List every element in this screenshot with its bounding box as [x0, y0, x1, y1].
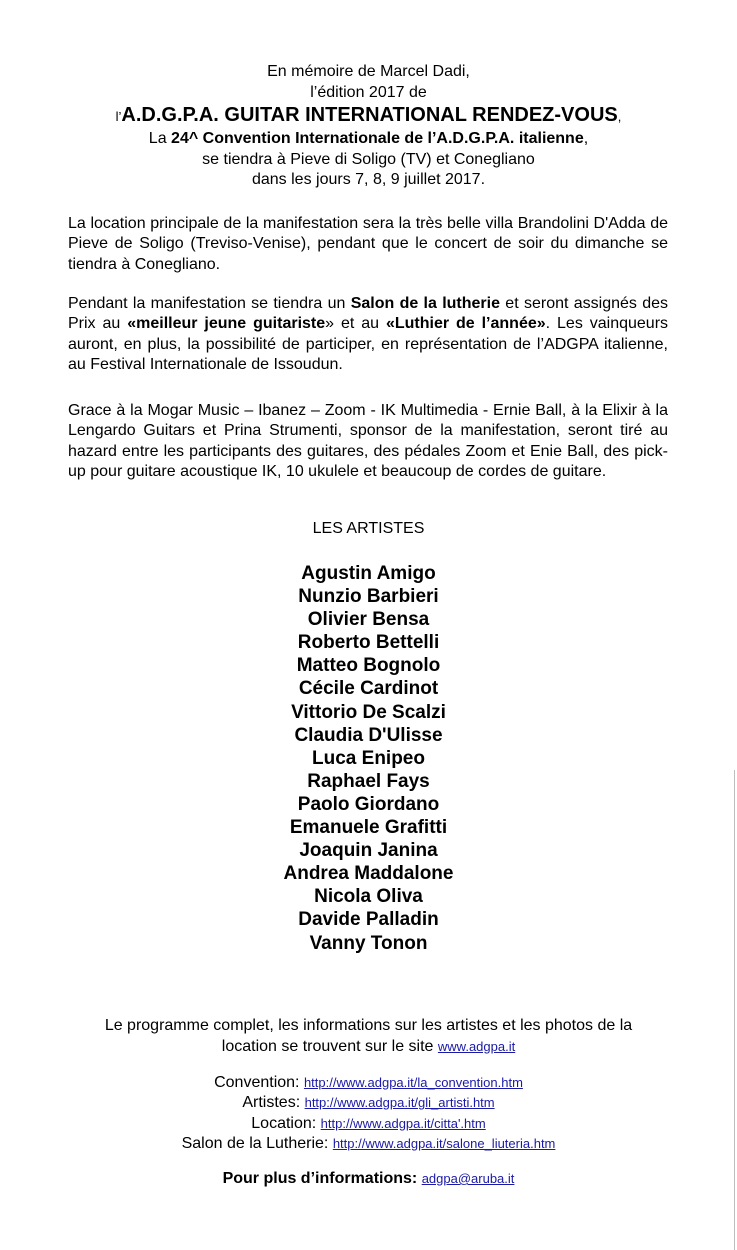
artist-name: Vittorio De Scalzi	[291, 701, 446, 723]
dates-line: dans les jours 7, 8, 9 juillet 2017.	[251, 171, 486, 188]
artists-heading: LES ARTISTES	[312, 520, 425, 537]
page-edge-divider	[734, 770, 735, 1250]
artist-name: Matteo Bognolo	[296, 655, 441, 677]
sponsors-paragraph: Grace à la Mogar Music – Ibanez – Zoom - IK Multimedia - Ernie Ball, à la Elixir à la Lengardo Guitars et Prina Strumenti, sponsor de la manifestation, seront tiré au hazard entre les participants des guitares, des pédales Zoom et Enie Ball, des pick-up pour guitare acoustique IK, 10 ukulele et beaucoup de cordes de guitare.	[68, 402, 668, 480]
artist-name: Roberto Bettelli	[297, 632, 440, 654]
artist-name: Raphael Fays	[307, 770, 430, 792]
artist-name: Andrea Maddalone	[283, 863, 454, 885]
link-row-artistes: Artistes: http://www.adgpa.it/gli_artisti.htm	[242, 1094, 495, 1112]
site-link[interactable]: www.adgpa.it	[437, 1038, 516, 1054]
artists-list	[0, 562, 737, 955]
artist-name: Davide Palladin	[298, 909, 439, 931]
location-link[interactable]: http://www.adgpa.it/citta'.htm	[320, 1115, 486, 1131]
convention-line: La 24^ Convention Internationale de l’A.D.G.P.A. italienne,	[148, 130, 589, 147]
link-row-convention: Convention: http://www.adgpa.it/la_convention.htm	[214, 1074, 523, 1091]
venue-line: se tiendra à Pieve di Soligo (TV) et Conegliano	[202, 150, 535, 168]
links-list	[0, 1073, 737, 1154]
artist-name: Agustin Amigo	[301, 563, 436, 584]
artist-name: Olivier Bensa	[307, 609, 430, 631]
edition-line: l’édition 2017 de	[310, 83, 427, 101]
program-info-line2: location se trouvent sur le site www.adgpa.it	[221, 1037, 516, 1055]
artist-name: Luca Enipeo	[312, 747, 425, 769]
contact-line: Pour plus d’informations: adgpa@aruba.it	[222, 1170, 515, 1187]
artist-name: Joaquin Janina	[299, 840, 438, 862]
event-title: l’A.D.G.P.A. GUITAR INTERNATIONAL RENDEZ-VOUS,	[115, 104, 622, 126]
announcement-header	[0, 62, 737, 191]
lutherie-link[interactable]: http://www.adgpa.it/salone_liuteria.htm	[332, 1135, 556, 1151]
artistes-link[interactable]: http://www.adgpa.it/gli_artisti.htm	[304, 1095, 495, 1111]
link-row-location: Location: http://www.adgpa.it/citta'.htm	[251, 1114, 486, 1132]
memorial-line: En mémoire de Marcel Dadi,	[267, 63, 470, 80]
artist-name: Emanuele Grafitti	[289, 817, 448, 839]
artist-name: Nicola Oliva	[314, 886, 423, 908]
artist-name: Cécile Cardinot	[298, 678, 439, 700]
program-info	[0, 1016, 737, 1057]
link-row-lutherie: Salon de la Lutherie: http://www.adgpa.it/salone_liuteria.htm	[181, 1134, 556, 1152]
artist-name: Claudia D'Ulisse	[294, 724, 443, 746]
artist-name: Vanny Tonon	[309, 932, 428, 954]
lutherie-paragraph: Pendant la manifestation se tiendra un Salon de la lutherie et seront assignés des Prix au «meilleur jeune guitariste» et au «Luthier de l’année». Les vainqueurs auront, en plus, la possibilité de participer, en représentation de l’ADGPA italienne, au Festival Internationale de Issoudun.	[68, 295, 669, 373]
program-info-line1: Le programme complet, les informations sur les artistes et les photos de la	[104, 1017, 633, 1034]
artist-name: Paolo Giordano	[297, 793, 440, 815]
location-paragraph: La location principale de la manifestation sera la très belle villa Brandolini D'Adda de Pieve de Soligo (Treviso-Venise), pendant que le concert de soir du dimanche se tiendra à Conegliano.	[68, 215, 668, 273]
convention-link[interactable]: http://www.adgpa.it/la_convention.htm	[303, 1075, 523, 1090]
email-link[interactable]: adgpa@aruba.it	[421, 1171, 515, 1186]
artist-name: Nunzio Barbieri	[298, 586, 439, 608]
